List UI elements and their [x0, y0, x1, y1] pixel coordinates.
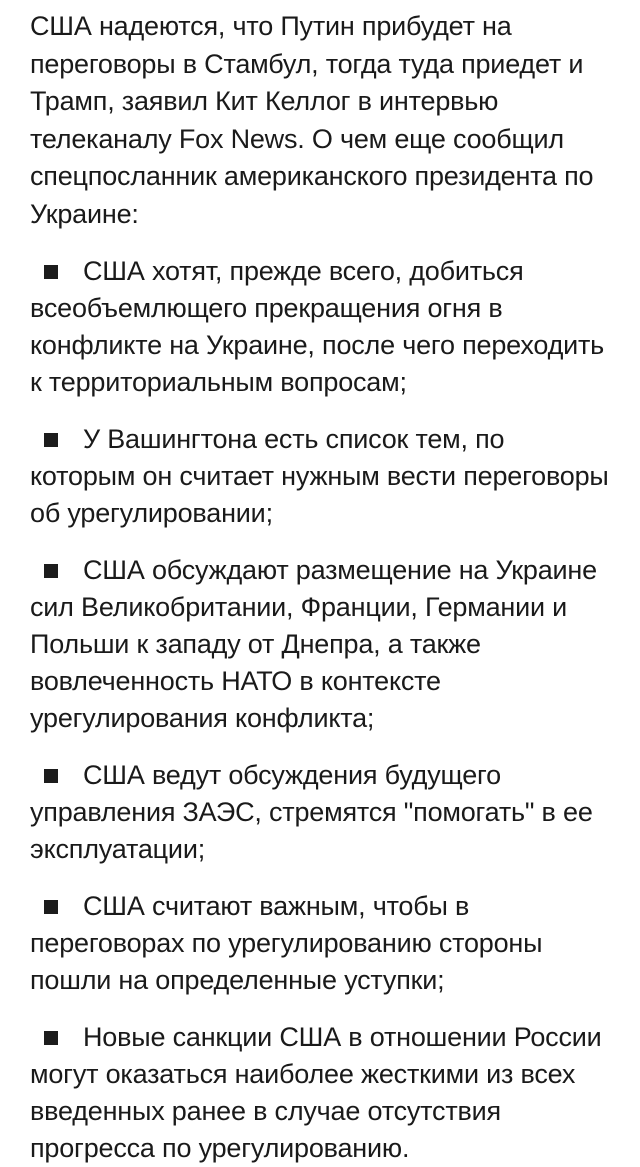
- black-square-bullet-icon: [44, 564, 58, 578]
- list-item-text: Новые санкции США в отношении России могут оказаться наиболее жесткими из всех введенных ранее в случае отсутствия прогресса по урегулированию.: [30, 1022, 602, 1163]
- list-item-text: США ведут обсуждения будущего управления ЗАЭС, стремятся "помогать" в ее эксплуатации;: [30, 760, 593, 864]
- list-item: [30, 888, 612, 999]
- black-square-bullet-icon: [44, 1031, 58, 1045]
- list-item: [30, 552, 612, 737]
- black-square-bullet-icon: [44, 433, 58, 447]
- black-square-bullet-icon: [44, 900, 58, 914]
- list-item-text: США хотят, прежде всего, добиться всеобъемлющего прекращения огня в конфликте на Украине, после чего переходить к территориальным вопросам;: [30, 256, 605, 397]
- list-item-text: США считают важным, чтобы в переговорах по урегулированию стороны пошли на определенные уступки;: [30, 891, 543, 995]
- list-item-text: У Вашингтона есть список тем, по которым он считает нужным вести переговоры об урегулировании;: [30, 424, 609, 528]
- list-item: [30, 1019, 612, 1167]
- article-intro: США надеются, что Путин прибудет на переговоры в Стамбул, тогда туда приедет и Трамп, заявил Кит Келлог в интервью телеканалу Fox News. О чем еще сообщил спецпосланник американского президента по Украине:: [30, 11, 594, 229]
- black-square-bullet-icon: [44, 265, 58, 279]
- list-item: [30, 421, 612, 532]
- list-item: [30, 253, 612, 401]
- list-item: [30, 757, 612, 868]
- list-item-text: США обсуждают размещение на Украине сил Великобритании, Франции, Германии и Польши к западу от Днепра, а также вовлеченность НАТО в контексте урегулирования конфликта;: [30, 555, 597, 733]
- black-square-bullet-icon: [44, 769, 58, 783]
